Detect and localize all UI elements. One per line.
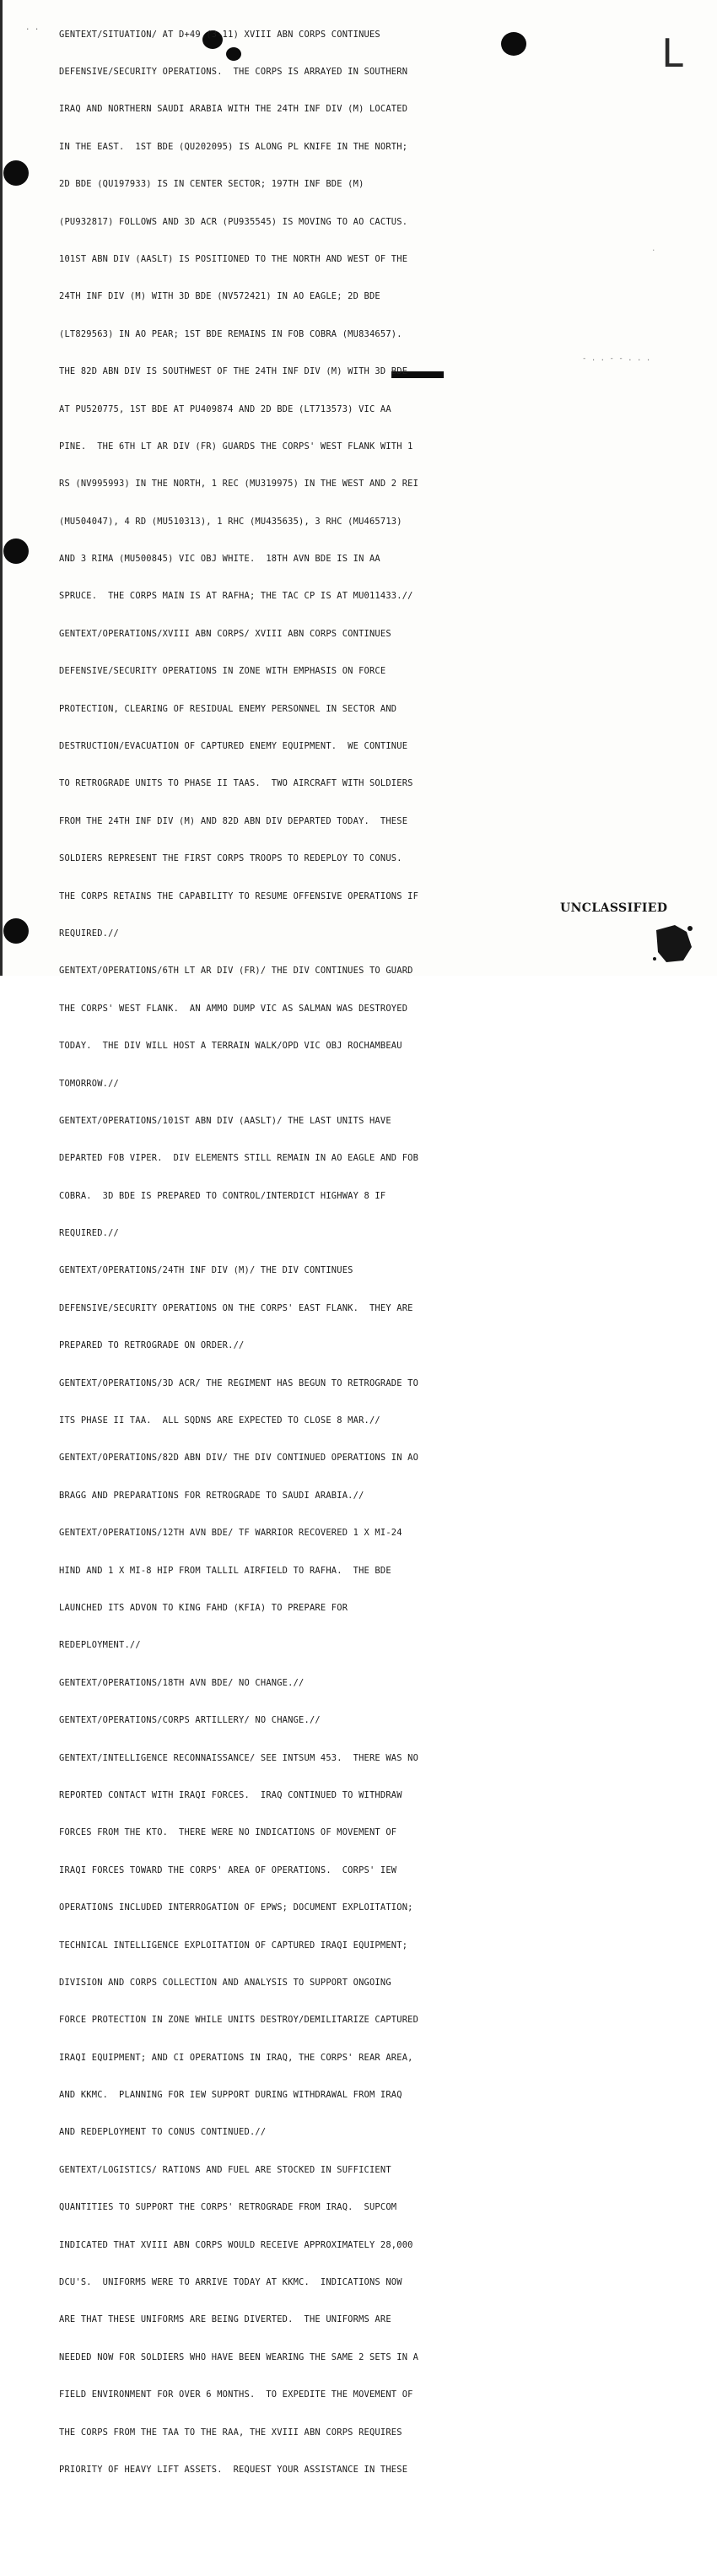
- text-line: DEFENSIVE/SECURITY OPERATIONS. THE CORPS IS ARRAYED IN SOUTHERN: [59, 66, 408, 77]
- text-line: GENTEXT/OPERATIONS/12TH AVN BDE/ TF WARRIOR RECOVERED 1 X MI-24: [59, 1528, 402, 1539]
- text-line: PREPARED TO RETROGRADE ON ORDER.//: [59, 1340, 245, 1351]
- punch-hole-bottom: [3, 918, 29, 944]
- page-edge: [0, 0, 3, 976]
- text-line: AND KKMC. PLANNING FOR IEW SUPPORT DURING WITHDRAWAL FROM IRAQ: [59, 2090, 402, 2101]
- text-line: GENTEXT/OPERATIONS/18TH AVN BDE/ NO CHANGE.//: [59, 1677, 305, 1688]
- text-line: GENTEXT/OPERATIONS/101ST ABN DIV (AASLT)/ THE LAST UNITS HAVE: [59, 1115, 391, 1126]
- text-line: (PU932817) FOLLOWS AND 3D ACR (PU935545) IS MOVING TO AO CACTUS.: [59, 216, 408, 227]
- corner-ink-blot: [650, 922, 697, 966]
- text-line: TODAY. THE DIV WILL HOST A TERRAIN WALK/OPD VIC OBJ ROCHAMBEAU: [59, 1041, 402, 1052]
- text-line: AND 3 RIMA (MU500845) VIC OBJ WHITE. 18TH AVN BDE IS IN AA: [59, 554, 380, 565]
- text-line: GENTEXT/OPERATIONS/CORPS ARTILLERY/ NO CHANGE.//: [59, 1715, 321, 1726]
- text-line: FROM THE 24TH INF DIV (M) AND 82D ABN DIV DEPARTED TODAY. THESE: [59, 815, 408, 826]
- text-line: GENTEXT/OPERATIONS/24TH INF DIV (M)/ THE DIV CONTINUES: [59, 1265, 353, 1276]
- text-line: OPERATIONS INCLUDED INTERROGATION OF EPWS; DOCUMENT EXPLOITATION;: [59, 1902, 413, 1913]
- text-line: RS (NV995993) IN THE NORTH, 1 REC (MU319975) IN THE WEST AND 2 REI: [59, 479, 419, 490]
- text-line: GENTEXT/OPERATIONS/6TH LT AR DIV (FR)/ THE DIV CONTINUES TO GUARD: [59, 966, 413, 977]
- text-line: NEEDED NOW FOR SOLDIERS WHO HAVE BEEN WEARING THE SAME 2 SETS IN A: [59, 2351, 419, 2362]
- margin-dots: . .: [25, 24, 40, 32]
- text-line: TO RETROGRADE UNITS TO PHASE II TAAS. TWO AIRCRAFT WITH SOLDIERS: [59, 778, 413, 789]
- text-line: 101ST ABN DIV (AASLT) IS POSITIONED TO THE NORTH AND WEST OF THE: [59, 253, 408, 264]
- text-line: TOMORROW.//: [59, 1078, 120, 1089]
- text-line: GENTEXT/OPERATIONS/82D ABN DIV/ THE DIV CONTINUED OPERATIONS IN AO: [59, 1453, 419, 1464]
- text-line: IRAQI EQUIPMENT; AND CI OPERATIONS IN IRAQ, THE CORPS' REAR AREA,: [59, 2052, 413, 2063]
- text-line: BRAGG AND PREPARATIONS FOR RETROGRADE TO SAUDI ARABIA.//: [59, 1490, 364, 1501]
- text-line: AT PU520775, 1ST BDE AT PU409874 AND 2D BDE (LT713573) VIC AA: [59, 403, 391, 414]
- text-line: REQUIRED.//: [59, 928, 120, 939]
- text-line: COBRA. 3D BDE IS PREPARED TO CONTROL/INTERDICT HIGHWAY 8 IF: [59, 1190, 386, 1201]
- text-line: THE CORPS FROM THE TAA TO THE RAA, THE XVIII ABN CORPS REQUIRES: [59, 2427, 402, 2438]
- text-line: (MU504047), 4 RD (MU510313), 1 RHC (MU435635), 3 RHC (MU465713): [59, 516, 402, 527]
- text-line: IRAQ AND NORTHERN SAUDI ARABIA WITH THE 24TH INF DIV (M) LOCATED: [59, 104, 408, 115]
- text-line: ITS PHASE II TAA. ALL SQDNS ARE EXPECTED TO CLOSE 8 MAR.//: [59, 1415, 380, 1426]
- text-line: DCU'S. UNIFORMS WERE TO ARRIVE TODAY AT KKMC. INDICATIONS NOW: [59, 2277, 402, 2288]
- text-line: GENTEXT/OPERATIONS/3D ACR/ THE REGIMENT HAS BEGUN TO RETROGRADE TO: [59, 1377, 419, 1388]
- text-line: [59, 2501, 582, 2514]
- punch-hole-top: [3, 160, 29, 186]
- margin-dots: - . . - - . . .: [582, 354, 651, 363]
- text-line: THE CORPS RETAINS THE CAPABILITY TO RESUME OFFENSIVE OPERATIONS IF: [59, 890, 419, 901]
- margin-dots: .: [651, 245, 656, 253]
- text-line: REDEPLOYMENT.//: [59, 1640, 141, 1651]
- text-line: INDICATED THAT XVIII ABN CORPS WOULD RECEIVE APPROXIMATELY 28,000: [59, 2239, 413, 2250]
- text-line: LAUNCHED ITS ADVON TO KING FAHD (KFIA) TO PREPARE FOR: [59, 1603, 348, 1613]
- text-line: QUANTITIES TO SUPPORT THE CORPS' RETROGRADE FROM IRAQ. SUPCOM: [59, 2202, 397, 2213]
- text-line: GENTEXT/OPERATIONS/XVIII ABN CORPS/ XVIII ABN CORPS CONTINUES: [59, 628, 391, 639]
- text-line: 2D BDE (QU197933) IS IN CENTER SECTOR; 197TH INF BDE (M): [59, 179, 364, 190]
- text-line: IN THE EAST. 1ST BDE (QU202095) IS ALONG PL KNIFE IN THE NORTH;: [59, 141, 408, 152]
- margin-handwriting-mark: L: [661, 30, 685, 76]
- text-line: DEFENSIVE/SECURITY OPERATIONS IN ZONE WITH EMPHASIS ON FORCE: [59, 666, 386, 677]
- text-line: THE CORPS' WEST FLANK. AN AMMO DUMP VIC AS SALMAN WAS DESTROYED: [59, 1003, 408, 1014]
- text-line: REQUIRED.//: [59, 1228, 120, 1239]
- text-line: PRIORITY OF HEAVY LIFT ASSETS. REQUEST YOUR ASSISTANCE IN THESE: [59, 2464, 408, 2475]
- text-line: ARE THAT THESE UNIFORMS ARE BEING DIVERTED. THE UNIFORMS ARE: [59, 2314, 391, 2325]
- text-line: THE 82D ABN DIV IS SOUTHWEST OF THE 24TH INF DIV (M) WITH 3D BDE: [59, 366, 408, 377]
- text-line: FORCES FROM THE KTO. THERE WERE NO INDICATIONS OF MOVEMENT OF: [59, 1827, 397, 1838]
- punch-hole-middle: [3, 538, 29, 564]
- text-line: SOLDIERS REPRESENT THE FIRST CORPS TROOPS TO REDEPLOY TO CONUS.: [59, 853, 402, 864]
- text-line: TECHNICAL INTELLIGENCE EXPLOITATION OF CAPTURED IRAQI EQUIPMENT;: [59, 1940, 408, 1951]
- text-line: REPORTED CONTACT WITH IRAQI FORCES. IRAQ CONTINUED TO WITHDRAW: [59, 1789, 402, 1800]
- message-body: [59, 3, 582, 2576]
- text-line: IRAQI FORCES TOWARD THE CORPS' AREA OF OPERATIONS. CORPS' IEW: [59, 1864, 397, 1875]
- text-line: PROTECTION, CLEARING OF RESIDUAL ENEMY PERSONNEL IN SECTOR AND: [59, 703, 397, 714]
- text-line: FIELD ENVIRONMENT FOR OVER 6 MONTHS. TO EXPEDITE THE MOVEMENT OF: [59, 2389, 413, 2400]
- text-line: DESTRUCTION/EVACUATION OF CAPTURED ENEMY EQUIPMENT. WE CONTINUE: [59, 741, 408, 752]
- text-line: GENTEXT/SITUATION/ AT D+49 (3-11) XVIII ABN CORPS CONTINUES: [59, 29, 380, 40]
- text-line: (LT829563) IN AO PEAR; 1ST BDE REMAINS IN FOB COBRA (MU834657).: [59, 328, 402, 339]
- text-line: HIND AND 1 X MI-8 HIP FROM TALLIL AIRFIELD TO RAFHA. THE BDE: [59, 1565, 391, 1576]
- text-line: SPRUCE. THE CORPS MAIN IS AT RAFHA; THE TAC CP IS AT MU011433.//: [59, 591, 413, 602]
- text-line: DIVISION AND CORPS COLLECTION AND ANALYSIS TO SUPPORT ONGOING: [59, 1977, 391, 1988]
- text-line: DEFENSIVE/SECURITY OPERATIONS ON THE CORPS' EAST FLANK. THEY ARE: [59, 1302, 413, 1313]
- text-line: FORCE PROTECTION IN ZONE WHILE UNITS DESTROY/DEMILITARIZE CAPTURED: [59, 2015, 419, 2026]
- text-line: AND REDEPLOYMENT TO CONUS CONTINUED.//: [59, 2127, 267, 2138]
- classification-stamp: UNCLASSIFIED: [560, 901, 668, 915]
- text-line: 24TH INF DIV (M) WITH 3D BDE (NV572421) IN AO EAGLE; 2D BDE: [59, 291, 380, 302]
- text-line: GENTEXT/LOGISTICS/ RATIONS AND FUEL ARE STOCKED IN SUFFICIENT: [59, 2164, 391, 2175]
- text-line: PINE. THE 6TH LT AR DIV (FR) GUARDS THE CORPS' WEST FLANK WITH 1: [59, 441, 413, 452]
- text-line: GENTEXT/INTELLIGENCE RECONNAISSANCE/ SEE INTSUM 453. THERE WAS NO: [59, 1752, 419, 1763]
- text-line: DEPARTED FOB VIPER. DIV ELEMENTS STILL REMAIN IN AO EAGLE AND FOB: [59, 1153, 419, 1164]
- text-line: [59, 2539, 582, 2552]
